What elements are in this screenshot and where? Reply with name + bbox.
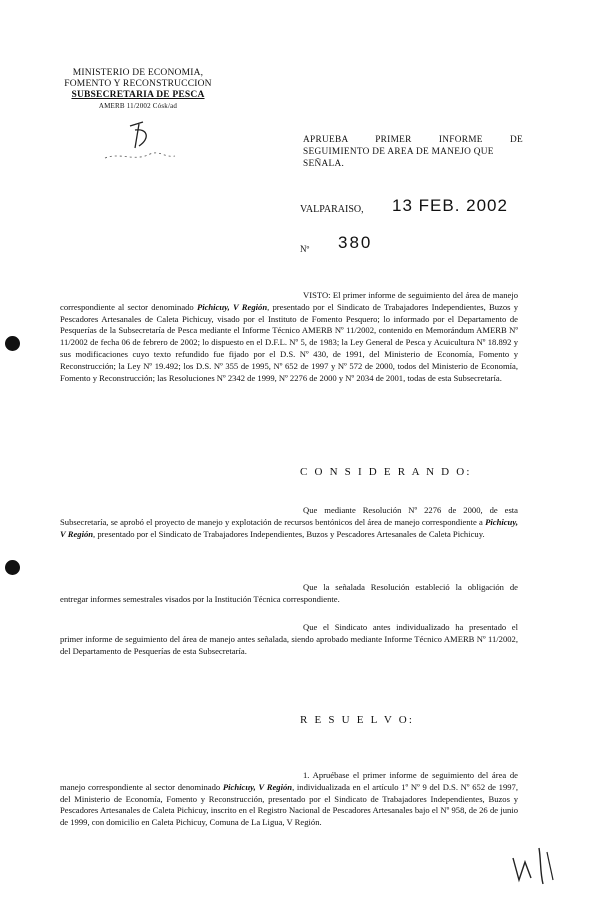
resuelvo-1-sector: Pichicuy, V Región [222, 781, 293, 792]
punch-hole-bottom [5, 560, 20, 575]
place-label: VALPARAISO, [300, 204, 364, 215]
subject-block [303, 134, 523, 170]
number-label: Nº [300, 244, 310, 254]
ministry-line-1: MINISTERIO DE ECONOMIA, [72, 68, 204, 78]
date-stamp: 13 FEB. 2002 [392, 196, 508, 215]
resuelvo-1 [60, 770, 518, 829]
considerando-2 [60, 582, 518, 606]
reference-code: AMERB 11/2002 Cósk/ad [98, 102, 178, 110]
considerando-1-text-b: , presentado por el Sindicato de Trabajadores Independientes, Buzos y Pescadores Artesanales de Caleta Pichicuy. [93, 528, 485, 539]
visto-sector: Pichicuy, V Región [196, 301, 268, 312]
initials-scribble [95, 118, 205, 168]
considerando-3 [60, 622, 518, 657]
resuelvo-title: R E S U E L V O: [300, 714, 415, 726]
punch-hole-top [5, 336, 20, 351]
visto-paragraph [60, 290, 518, 384]
ministry-header [58, 68, 218, 112]
subject-line-3: SEÑALA. [303, 159, 345, 169]
resuelvo-1-text-b: , individualizada en el artículo 1º Nº 9 del D.S. Nº 652 de 1997, del Ministerio de Economía, Fomento y Reconstrucción, presentado por el Sindicato de Trabajadores Independientes, Buzos y Pescadores Artesanales de Caleta Pichicuy, inscrito en el Registro Nacional de Pescadores Artesanales bajo el Nº 958, de 26 de junio de 1999, con domicilio en Caleta Pichicuy, Comuna de La Ligua, V Región. [60, 781, 518, 828]
resolution-number: 380 [338, 233, 373, 252]
handwritten-initials [505, 840, 565, 890]
considerando-3-text: Que el Sindicato antes individualizado ha presentado el primer informe de seguimiento del área de manejo antes señalada, siendo aprobado mediante Informe Técnico AMERB Nº 11/2002, del Departamento de Pesquerías de esta Subsecretaría. [60, 622, 518, 656]
considerando-1 [60, 505, 518, 540]
ministry-line-2: FOMENTO Y RECONSTRUCCION [64, 79, 212, 89]
considerando-1-text-a: Que mediante Resolución Nº 2276 de 2000, de esta Subsecretaría, se aprobó el proyecto de manejo y explotación de recursos bentónicos del área de manejo correspondiente a [60, 505, 518, 527]
visto-text-2: , presentado por el Sindicato de Trabajadores Independientes, Buzos y Pescadores Artesanales de Caleta Pichicuy, visado por el Instituto de Fomento Pesquero; lo informado por el Departamento de Pesquerías de la Subsecretaría de Pesca mediante el Informe Técnico AMERB Nº 11/2002, contenido en Memorándum AMERB Nº 11/2002 de fecha 06 de febrero de 2002; lo dispuesto en el D.F.L. Nº 5, de 1983; la Ley General de Pesca y Acuicultura Nº 18.892 y sus modificaciones cuyo texto refundido fue fijado por el D.S. Nº 430, de 1991, del Ministerio de Economía, Fomento y Reconstrucción; la Ley Nº 19.492; los D.S. Nº 355 de 1995, Nº 652 de 1997 y Nº 572 de 2000, todos del Ministerio de Economía, Fomento y Reconstrucción; las Resoluciones Nº 2342 de 1999, Nº 2276 de 2000 y Nº 2034 de 2001, todas de esta Subsecretaría. [60, 301, 518, 383]
subject-line-2: SEGUIMIENTO DE AREA DE MANEJO QUE [303, 147, 494, 157]
considerando-title: C O N S I D E R A N D O: [300, 466, 472, 478]
considerando-1-sector: Pichicuy, V Región [60, 516, 518, 539]
subject-line-1: APRUEBA PRIMER INFORME DE [303, 135, 523, 145]
visto-text-1: El primer informe de seguimiento del área de manejo correspondiente al sector denominado [60, 290, 518, 312]
considerando-2-text: Que la señalada Resolución estableció la obligación de entregar informes semestrales visados por la Institución Técnica correspondiente. [60, 582, 518, 604]
resuelvo-1-text-a: 1. Apruébase el primer informe de seguimiento del área de manejo correspondiente al sector denominado [60, 770, 518, 792]
subsecretaria-line: SUBSECRETARIA DE PESCA [71, 90, 205, 100]
visto-label: VISTO: [303, 290, 331, 300]
